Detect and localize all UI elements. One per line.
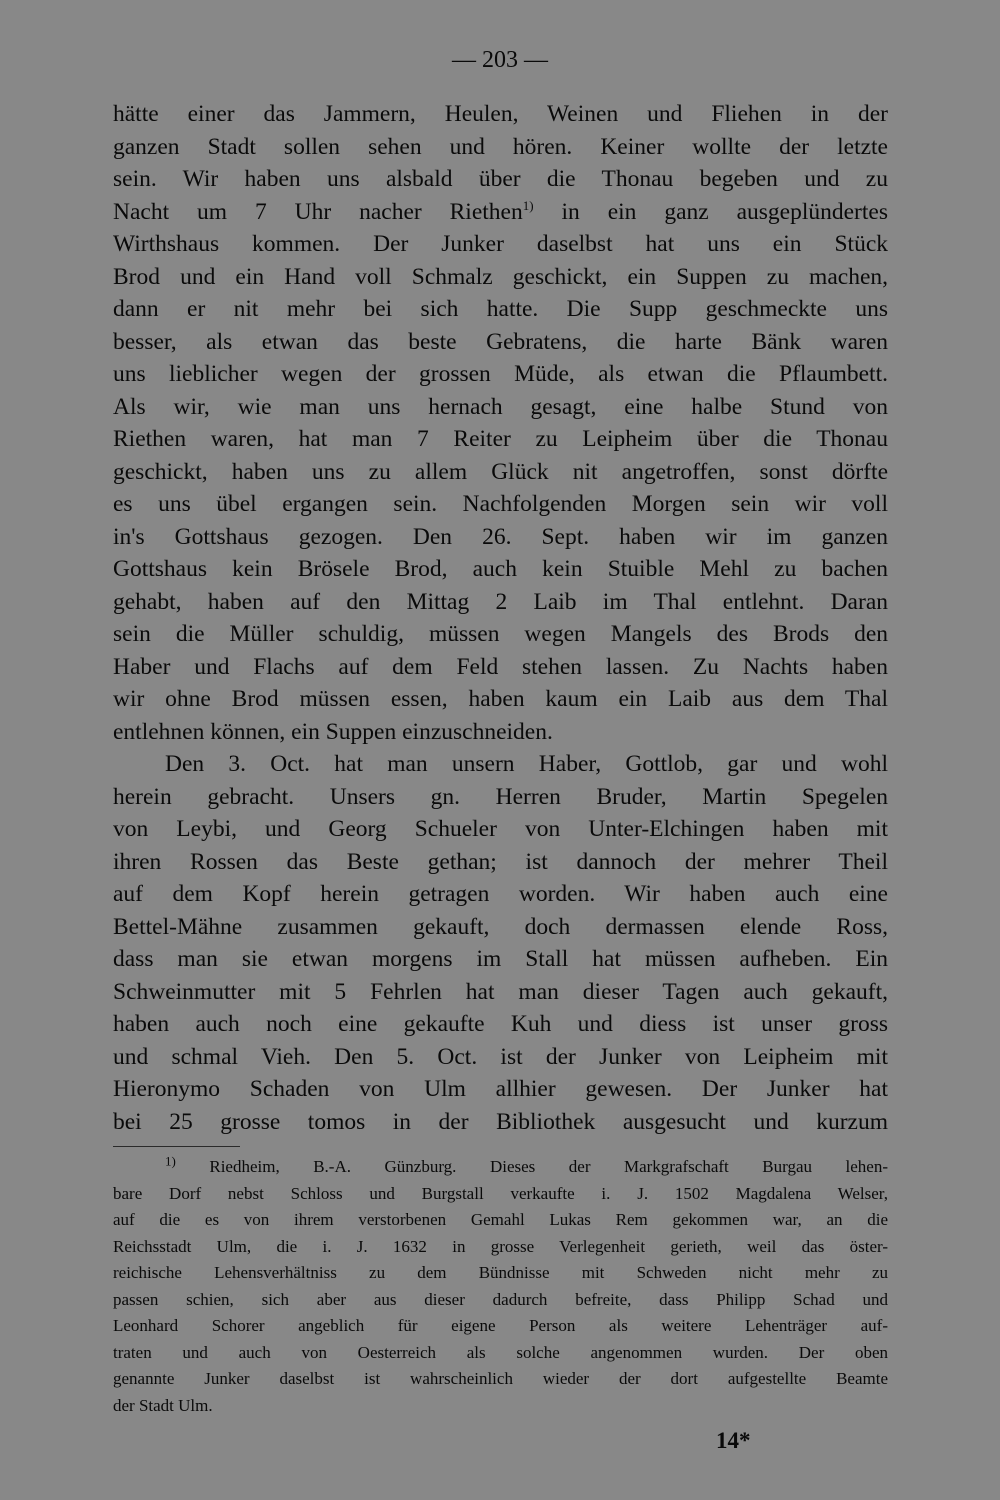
text-line: auf dem Kopf herein getragen worden. Wir haben auch eine xyxy=(113,881,888,907)
footnote-line xyxy=(113,1154,888,1181)
paragraph-start-line: Den 3. Oct. hat man unsern Haber, Gottlob, gar und wohl xyxy=(165,751,888,777)
text-line: und schmal Vieh. Den 5. Oct. ist der Junker von Leipheim mit xyxy=(113,1043,888,1070)
main-text xyxy=(113,98,888,1138)
footnote-line: auf die es von ihrem verstorbenen Gemahl Lukas Rem gekommen war, an die xyxy=(113,1210,888,1229)
footnote-marker: 1) xyxy=(165,1153,176,1169)
footnote-line: bare Dorf nebst Schloss und Burgstall verkaufte i. J. 1502 Magdalena Welser, xyxy=(113,1183,888,1203)
text-line: Bettel-Mähne zusammen gekauft, doch dermassen elende Ross, xyxy=(113,913,888,940)
text-line: Haber und Flachs auf dem Feld stehen lassen. Zu Nachts haben xyxy=(113,653,888,680)
text-line: Schweinmutter mit 5 Fehrlen hat man dieser Tagen auch gekauft, xyxy=(113,978,888,1005)
footnote-line: reichische Lehensverhältniss zu dem Bündnisse mit Schweden nicht mehr zu xyxy=(113,1263,888,1282)
text-segment: Nacht um 7 Uhr nacher Riethen xyxy=(113,198,523,225)
text-line: Wirthshaus kommen. Der Junker daselbst hat uns ein Stück xyxy=(113,231,888,257)
footnote-line: Reichsstadt Ulm, die i. J. 1632 in grosse Verlegenheit gerieth, weil das öster- xyxy=(113,1236,888,1256)
text-line: entlehnen können, ein Suppen einzuschneiden. xyxy=(113,718,553,745)
text-line: Riethen waren, hat man 7 Reiter zu Leipheim über die Thonau xyxy=(113,426,888,452)
text-line: ganzen Stadt sollen sehen und hören. Keiner wollte der letzte xyxy=(113,133,888,160)
footnote-reference-marker: 1) xyxy=(522,197,534,213)
text-segment: in ein ganz ausgeplündertes xyxy=(533,198,888,225)
footnote-line: Leonhard Schorer angeblich für eigene Person als weitere Lehenträger auf- xyxy=(113,1316,888,1335)
text-line: bei 25 grosse tomos in der Bibliothek ausgesucht und kurzum xyxy=(113,1108,888,1135)
text-line: hätte einer das Jammern, Heulen, Weinen und Fliehen in der xyxy=(113,101,888,127)
footnote-line: der Stadt Ulm. xyxy=(113,1395,213,1415)
footnote-line: genannte Junker daselbst ist wahrscheinlich wieder der dort aufgestellte Beamte xyxy=(113,1369,888,1388)
text-line: Hieronymo Schaden von Ulm allhier gewesen. Der Junker hat xyxy=(113,1076,888,1102)
text-line: ihren Rossen das Beste gethan; ist dannoch der mehrer Theil xyxy=(113,848,888,875)
footnote-block xyxy=(113,1154,888,1419)
text-line: sein. Wir haben uns alsbald über die Thonau begeben und zu xyxy=(113,166,888,192)
text-line: dann er nit mehr bei sich hatte. Die Supp geschmeckte uns xyxy=(113,296,888,322)
text-line: Gottshaus kein Brösele Brod, auch kein Stuible Mehl zu bachen xyxy=(113,556,888,582)
text-line: von Leybi, und Georg Schueler von Unter-Elchingen haben mit xyxy=(113,816,888,842)
text-line: gehabt, haben auf den Mittag 2 Laib im Thal entlehnt. Daran xyxy=(113,588,888,615)
text-line: in's Gottshaus gezogen. Den 26. Sept. haben wir im ganzen xyxy=(113,523,888,550)
text-line: Brod und ein Hand voll Schmalz geschickt, ein Suppen zu machen, xyxy=(113,263,888,290)
printer-signature-mark: 14* xyxy=(716,1428,751,1453)
footnote-divider xyxy=(113,1146,240,1147)
text-line: haben auch noch eine gekaufte Kuh und diess ist unser gross xyxy=(113,1011,888,1037)
text-line-with-footnote-ref xyxy=(113,196,888,229)
text-line: wir ohne Brod müssen essen, haben kaum ein Laib aus dem Thal xyxy=(113,686,888,712)
footnote-line: traten und auch von Oesterreich als solche angenommen wurden. Der oben xyxy=(113,1342,888,1362)
text-line: sein die Müller schuldig, müssen wegen Mangels des Brods den xyxy=(113,621,888,647)
text-line: Als wir, wie man uns hernach gesagt, eine halbe Stund von xyxy=(113,393,888,420)
text-segment: Riedheim, B.-A. Günzburg. Dieses der Markgrafschaft Burgau lehen- xyxy=(209,1157,889,1176)
text-line: besser, als etwan das beste Gebratens, die harte Bänk waren xyxy=(113,328,888,355)
page-number: — 203 — xyxy=(452,47,548,73)
text-line: herein gebracht. Unsers gn. Herren Bruder, Martin Spegelen xyxy=(113,783,888,810)
text-line: es uns übel ergangen sein. Nachfolgenden Morgen sein wir voll xyxy=(113,491,888,517)
text-line: geschickt, haben uns zu allem Glück nit angetroffen, sonst dörfte xyxy=(113,458,888,485)
footnote-line: passen schien, sich aber aus dieser dadurch befreite, dass Philipp Schad und xyxy=(113,1289,888,1309)
text-line: dass man sie etwan morgens im Stall hat müssen aufheben. Ein xyxy=(113,946,888,972)
text-line: uns lieblicher wegen der grossen Müde, als etwan die Pflaumbett. xyxy=(113,361,888,387)
